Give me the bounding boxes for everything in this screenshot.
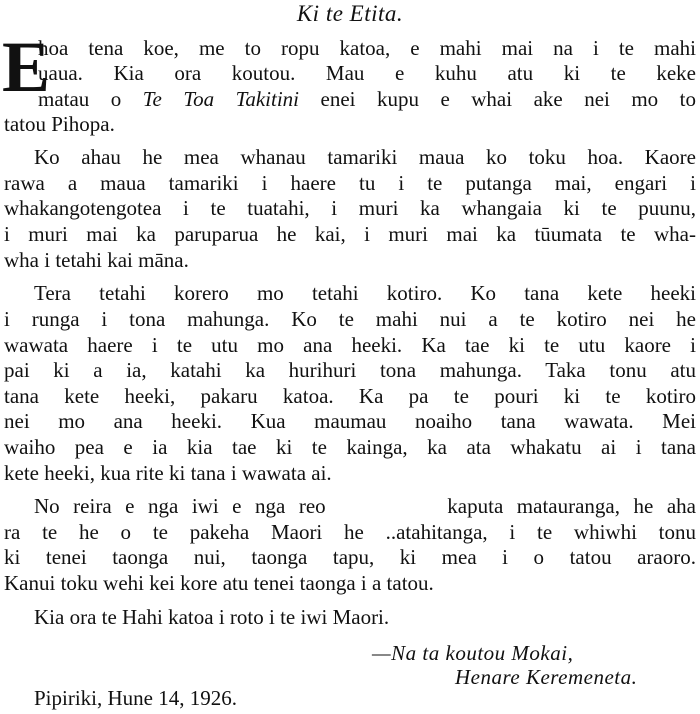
p2-line-5: wha i tetahi kai māna. bbox=[4, 248, 189, 272]
p1-line-2: uaua. Kia ora koutou. Mau e kuhu atu ki te keke bbox=[38, 61, 696, 85]
p4-line-3: ki tenei taonga nui, taonga tapu, ki mea i o tatou araoro. bbox=[4, 545, 696, 569]
p4-line-1: No reira e nga iwi e nga reo kaputa matauranga, he aha bbox=[34, 494, 696, 518]
p4-line-2: ra te he o te pakeha Maori he ..atahitanga, i te whiwhi tonu bbox=[4, 520, 696, 544]
p1-line-3-end: enei kupu e whai ake nei mo to bbox=[299, 87, 697, 111]
letter-heading: Ki te Etita. bbox=[296, 1, 404, 26]
signature-name: Henare Keremeneta. bbox=[455, 665, 638, 689]
p3-line-8: kete heeki, kua rite ki tana i wawata ai. bbox=[4, 461, 332, 485]
newspaper-title: Te Toa Takitini bbox=[142, 87, 300, 111]
p2-line-3: whakangotengotea i te tuatahi, i muri ka whangaia ki te puunu, bbox=[4, 196, 696, 220]
p5-line-1: Kia ora te Hahi katoa i roto i te iwi Maori. bbox=[34, 605, 390, 629]
p1-line-1: hoa tena koe, me to ropu katoa, e mahi mai na i te mahi bbox=[38, 36, 696, 60]
p1-line-3 bbox=[38, 87, 696, 111]
p3-line-5: tana kete heeki, pakaru katoa. Ka pa te pouri ki te kotiro bbox=[4, 384, 696, 408]
drop-cap: E bbox=[2, 27, 51, 107]
p3-line-1: Tera tetahi korero mo tetahi kotiro. Ko tana kete heeki bbox=[34, 281, 696, 305]
p3-line-3: wawata haere i te utu mo ana heeki. Ka tae ki te utu kaore i bbox=[4, 333, 696, 357]
p3-line-6: nei mo ana heeki. Kua maumau noaiho tana wawata. Mei bbox=[4, 409, 696, 433]
signature-line-1: —Na ta koutou Mokai, bbox=[372, 641, 574, 665]
p3-line-4: pai ki a ia, katahi ka hurihuri tona mahunga. Taka tonu atu bbox=[4, 358, 696, 382]
p2-line-4: i muri mai ka paruparua he kai, i muri mai ka tūumata te wha- bbox=[4, 222, 696, 246]
p1-line-3-start: matau o bbox=[38, 87, 143, 111]
p2-line-2: rawa a maua tamariki i haere tu i te putanga mai, engari i bbox=[4, 171, 696, 195]
p3-line-7: waiho pea e ia kia tae ki te kainga, ka ata whakatu ai i tana bbox=[4, 435, 696, 459]
p3-line-2: i runga i tona mahunga. Ko te mahi nui a te kotiro nei he bbox=[4, 307, 696, 331]
p4-line-4: Kanui toku wehi kei kore atu tenei taonga i a tatou. bbox=[4, 571, 434, 595]
p1-line-4: tatou Pihopa. bbox=[4, 112, 115, 136]
dateline: Pipiriki, Hune 14, 1926. bbox=[34, 686, 237, 710]
p2-line-1: Ko ahau he mea whanau tamariki maua ko toku hoa. Kaore bbox=[34, 145, 696, 169]
